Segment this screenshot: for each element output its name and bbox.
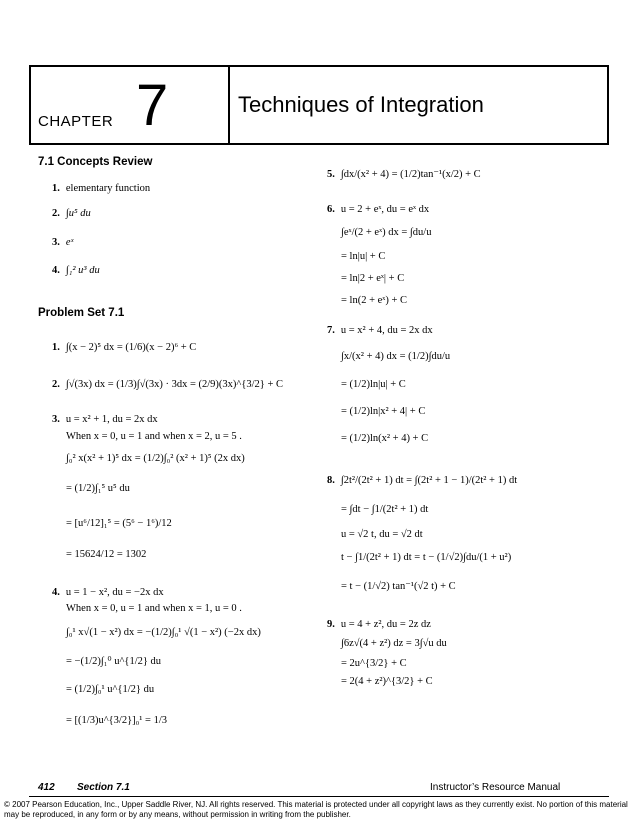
- footer-rule: [29, 796, 609, 797]
- solution-line: ∫₀¹ x√(1 − x²) dx = −(1/2)∫₀¹ √(1 − x²) (−2x dx): [66, 627, 261, 638]
- solution-line: = t − (1/√2) tan⁻¹(√2 t) + C: [341, 581, 456, 592]
- solution-line: ∫x/(x² + 4) dx = (1/2)∫du/u: [341, 351, 451, 362]
- solution-line: = ln(2 + eˣ) + C: [341, 295, 407, 306]
- solution-line: = (1/2)ln|x² + 4| + C: [341, 406, 426, 417]
- solution-line: ∫₀² x(x² + 1)⁵ dx = (1/2)∫₀² (x² + 1)⁵ (2x dx): [66, 453, 245, 464]
- solution-line: = 2(4 + z²)^{3/2} + C: [341, 676, 433, 687]
- copyright-notice: © 2007 Pearson Education, Inc., Upper Saddle River, NJ. All rights reserved. This material is protected under all copyright laws as they currently exist. No portion of this material may be reproduced, in any form or by any means, without permission in writing from the publisher.: [4, 800, 628, 819]
- concept-item: 3. eˣ: [52, 237, 74, 248]
- solution-line: 2. ∫√(3x) dx = (1/3)∫√(3x) · 3dx = (2/9)(3x)^{3/2} + C: [52, 379, 284, 390]
- solution-line: When x = 0, u = 1 and when x = 1, u = 0 .: [66, 603, 242, 614]
- concept-item: 4. ∫₁² u³ du: [52, 265, 100, 276]
- solution-line: = 15624/12 = 1302: [66, 549, 147, 560]
- solution-line: = [u⁶/12]₁⁵ = (5⁶ − 1⁶)/12: [66, 518, 172, 529]
- chapter-title: Techniques of Integration: [238, 92, 484, 117]
- solution-line: = [(1/3)u^{3/2}]₀¹ = 1/3: [66, 715, 168, 726]
- page-number: 412: [38, 782, 55, 793]
- solution-line: = (1/2)∫₀¹ u^{1/2} du: [66, 684, 155, 695]
- concepts-review-heading: 7.1 Concepts Review: [38, 156, 153, 168]
- solution-line: 1. ∫(x − 2)⁵ dx = (1/6)(x − 2)⁶ + C: [52, 342, 197, 353]
- solution-line: t − ∫1/(2t² + 1) dt = t − (1/√2)∫du/(1 + u²): [341, 552, 512, 563]
- solution-line: 7. u = x² + 4, du = 2x dx: [327, 325, 433, 336]
- solution-line: = (1/2)∫₁⁵ u⁵ du: [66, 483, 130, 494]
- solution-line: = (1/2)ln(x² + 4) + C: [341, 433, 429, 444]
- solution-line: 3. u = x² + 1, du = 2x dx: [52, 414, 158, 425]
- solution-line: = ln|2 + eˣ| + C: [341, 273, 405, 284]
- solution-line: 8. ∫2t²/(2t² + 1) dt = ∫(2t² + 1 − 1)/(2t² + 1) dt: [327, 475, 518, 486]
- chapter-label: CHAPTER: [38, 113, 114, 130]
- solution-line: = 2u^{3/2} + C: [341, 658, 407, 669]
- section-label: Section 7.1: [77, 782, 130, 793]
- solution-line: = −(1/2)∫₁⁰ u^{1/2} du: [66, 656, 162, 667]
- manual-label: Instructor’s Resource Manual: [430, 782, 561, 793]
- solution-line: = ln|u| + C: [341, 251, 386, 262]
- solution-line: 9. u = 4 + z², du = 2z dz: [327, 619, 431, 630]
- solution-line: 4. u = 1 − x², du = −2x dx: [52, 587, 164, 598]
- solution-line: ∫6z√(4 + z²) dz = 3∫√u du: [341, 638, 447, 649]
- problem-set-heading: Problem Set 7.1: [38, 307, 125, 319]
- chapter-number: 7: [136, 73, 169, 138]
- solution-line: u = √2 t, du = √2 dt: [341, 529, 423, 540]
- header-divider: [228, 65, 230, 145]
- concept-item: 2. ∫u⁵ du: [52, 208, 91, 219]
- solution-line: When x = 0, u = 1 and when x = 2, u = 5 .: [66, 431, 242, 442]
- solution-line: 5. ∫dx/(x² + 4) = (1/2)tan⁻¹(x/2) + C: [327, 169, 481, 180]
- solution-line: = (1/2)ln|u| + C: [341, 379, 406, 390]
- concept-item: 1. elementary function: [52, 183, 151, 194]
- solution-line: ∫eˣ/(2 + eˣ) dx = ∫du/u: [341, 227, 432, 238]
- solution-line: 6. u = 2 + eˣ, du = eˣ dx: [327, 204, 430, 215]
- solution-line: = ∫dt − ∫1/(2t² + 1) dt: [341, 504, 429, 515]
